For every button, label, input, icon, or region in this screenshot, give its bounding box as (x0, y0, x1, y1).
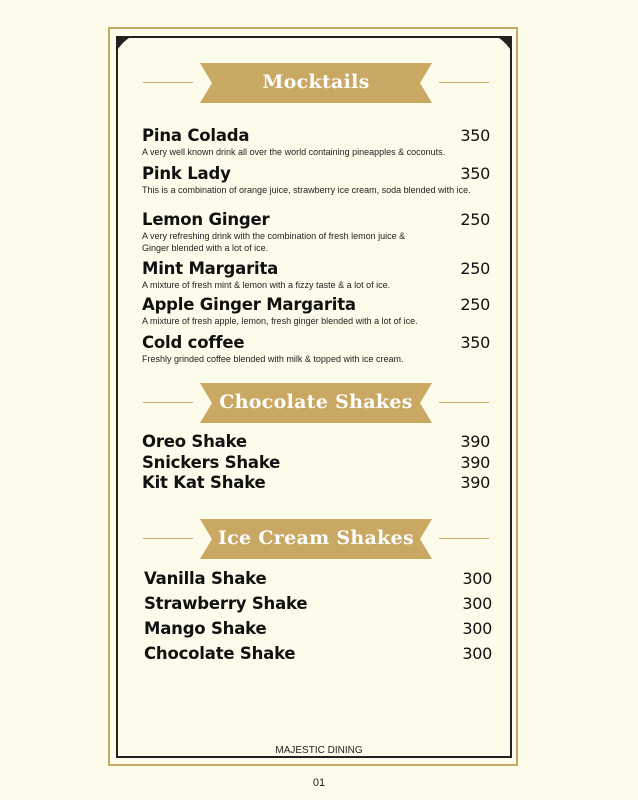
item-description: A very well known drink all over the world containing pineapples & coconuts. (142, 147, 446, 157)
corner-ornament-top-left (116, 36, 132, 52)
item-name: Chocolate Shake (144, 644, 296, 663)
section-title: Ice Cream Shakes (217, 527, 414, 549)
item-name: Oreo Shake (142, 432, 247, 451)
item-name: Cold coffee (142, 333, 245, 352)
menu-item (142, 210, 490, 254)
section-title: Chocolate Shakes (219, 391, 413, 413)
item-name: Kit Kat Shake (142, 473, 266, 492)
corner-ornament-top-right (496, 36, 512, 52)
item-name: Pink Lady (142, 164, 231, 183)
item-price: 350 (460, 164, 490, 183)
item-description: A mixture of fresh apple, lemon, fresh ginger blended with a lot of ice. (142, 316, 418, 326)
menu-item (144, 569, 492, 589)
menu-item (142, 453, 490, 473)
item-price: 390 (460, 432, 490, 451)
menu-item (142, 259, 490, 291)
section-banner (200, 519, 432, 559)
item-description: A mixture of fresh mint & lemon with a fizzy taste & a lot of ice. (142, 280, 391, 290)
menu-item (142, 164, 490, 196)
menu-item (142, 473, 490, 493)
item-description: This is a combination of orange juice, strawberry ice cream, soda blended with ice. (142, 185, 471, 195)
item-price: 300 (462, 569, 492, 588)
menu-item (144, 619, 492, 639)
item-name: Pina Colada (142, 126, 250, 145)
item-name: Apple Ginger Margarita (142, 295, 356, 314)
section-banner (200, 63, 432, 103)
item-price: 250 (460, 259, 490, 278)
section-header-chocolate-shakes (0, 383, 638, 423)
item-name: Lemon Ginger (142, 210, 270, 229)
menu-item (142, 432, 490, 452)
section-header-ice-cream-shakes (0, 519, 638, 559)
item-price: 300 (462, 594, 492, 613)
item-description: Freshly grinded coffee blended with milk & topped with ice cream. (142, 354, 404, 364)
menu-item (142, 333, 490, 365)
item-price: 350 (460, 126, 490, 145)
item-price: 250 (460, 295, 490, 314)
item-name: Mint Margarita (142, 259, 279, 278)
banner-rule-right (439, 82, 489, 83)
banner-rule-left (143, 538, 193, 539)
item-price: 250 (460, 210, 490, 229)
item-price: 300 (462, 644, 492, 663)
item-price: 390 (460, 453, 490, 472)
item-price: 350 (460, 333, 490, 352)
banner-rule-left (143, 402, 193, 403)
item-price: 390 (460, 473, 490, 492)
banner-rule-left (143, 82, 193, 83)
section-header-mocktails (0, 63, 638, 103)
section-banner (200, 383, 432, 423)
section-title: Mocktails (262, 71, 370, 93)
menu-item (142, 295, 490, 327)
banner-rule-right (439, 538, 489, 539)
item-description: A very refreshing drink with the combination of fresh lemon juice & Ginger blended with a lot of ice. (142, 231, 406, 253)
item-name: Snickers Shake (142, 453, 281, 472)
footer-brand: MAJESTIC DINING (275, 745, 363, 756)
banner-rule-right (439, 402, 489, 403)
item-name: Mango Shake (144, 619, 267, 638)
page-number: 01 (312, 777, 326, 789)
menu-item (142, 126, 490, 158)
menu-item (144, 644, 492, 664)
item-price: 300 (462, 619, 492, 638)
item-name: Strawberry Shake (144, 594, 308, 613)
menu-item (144, 594, 492, 614)
item-name: Vanilla Shake (144, 569, 267, 588)
